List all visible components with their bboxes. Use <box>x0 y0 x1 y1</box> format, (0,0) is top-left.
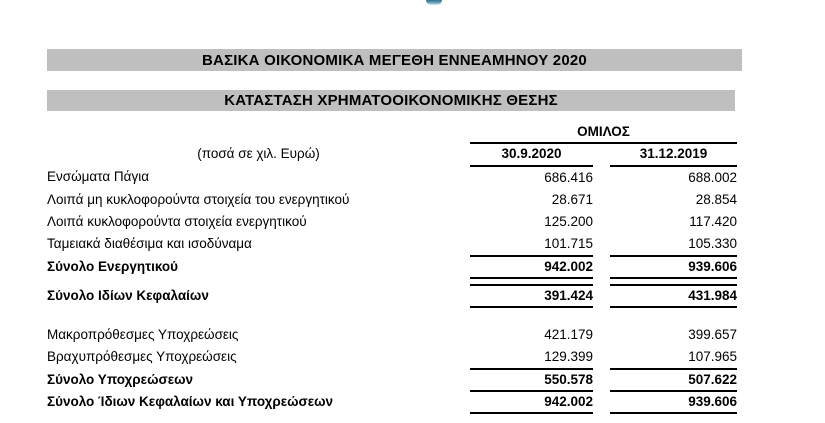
double-rule-spacer <box>47 278 737 285</box>
value-2019: 105.330 <box>610 233 737 256</box>
value-2019: 117.420 <box>689 213 737 229</box>
table-row <box>47 166 737 189</box>
value-2020: 101.715 <box>470 233 593 256</box>
row-label: Ταμειακά διαθέσιμα και ισοδύναμα <box>47 236 252 252</box>
section-gap-row <box>47 307 737 324</box>
value-2019: 939.606 <box>610 256 737 278</box>
row-label: Λοιπά κυκλοφορούντα στοιχεία ενεργητικού <box>47 213 307 229</box>
group-header-row <box>47 122 737 143</box>
value-2020: 550.578 <box>470 369 593 391</box>
gap-cell <box>593 369 610 391</box>
gap-cell <box>593 307 610 324</box>
table-row <box>47 324 737 346</box>
statement-title: ΚΑΤΑΣΤΑΣΗ ΧΡΗΜΑΤΟΟΙΚΟΝΟΜΙΚΗΣ ΘΕΣΗΣ <box>224 92 558 109</box>
financial-position-table <box>47 122 737 414</box>
value-2019: 431.984 <box>610 285 737 307</box>
gap-cell <box>593 324 610 346</box>
value-2020: 421.179 <box>544 326 593 342</box>
row-label: Σύνολο Ιδίων Κεφαλαίων <box>47 287 209 303</box>
row-label: Βραχυπρόθεσμες Υποχρεώσεις <box>47 349 237 365</box>
value-2020: 942.002 <box>470 256 593 278</box>
gap-cell <box>593 278 610 285</box>
table-row <box>47 211 737 233</box>
gap-cell <box>593 285 610 307</box>
logo-fragment-icon <box>426 0 442 5</box>
gap-cell <box>593 256 610 278</box>
report-title: ΒΑΣΙΚΑ ΟΙΚΟΝΟΜΙΚΑ ΜΕΓΕΘΗ ΕΝΝΕΑΜΗΝΟΥ 2020 <box>202 51 587 69</box>
value-2019: 107.965 <box>610 346 737 369</box>
row-label: Λοιπά μη κυκλοφορούντα στοιχεία του ενεργητικού <box>47 191 350 207</box>
total-assets-row <box>47 256 737 278</box>
gap-cell <box>593 166 610 189</box>
value-2020: 125.200 <box>544 213 593 229</box>
value-2020: 686.416 <box>544 169 593 185</box>
row-label: Σύνολο Ενεργητικού <box>47 258 179 274</box>
value-2020: 942.002 <box>470 391 593 413</box>
row-label: Ενσώματα Πάγια <box>47 169 150 185</box>
gap-cell <box>593 189 610 211</box>
spacer-cell <box>470 307 593 324</box>
column-header-row <box>47 143 737 166</box>
total-liabilities-row <box>47 369 737 391</box>
spacer-cell <box>47 307 470 324</box>
value-2020: 28.671 <box>551 191 593 207</box>
gap-cell <box>593 233 610 256</box>
double-rule-2019 <box>610 278 737 285</box>
row-label: Μακροπρόθεσμες Υποχρεώσεις <box>47 326 239 342</box>
value-2020: 391.424 <box>470 285 593 307</box>
gap-cell <box>593 211 610 233</box>
value-2019: 939.606 <box>610 391 737 413</box>
spacer-cell <box>47 278 470 285</box>
column-header-2019: 31.12.2019 <box>610 143 737 166</box>
value-2019: 28.854 <box>695 191 737 207</box>
units-note: (ποσά σε χιλ. Ευρώ) <box>197 146 320 162</box>
table-row <box>47 189 737 211</box>
double-rule-2020 <box>470 278 593 285</box>
spacer-cell <box>47 122 470 143</box>
gap-cell <box>593 346 610 369</box>
group-column-header: ΟΜΙΛΟΣ <box>470 122 737 143</box>
table-row <box>47 346 737 369</box>
spacer-cell <box>610 307 737 324</box>
row-label: Σύνολο Ίδιων Κεφαλαίων και Υποχρεώσεων <box>47 393 334 409</box>
value-2019: 688.002 <box>688 169 737 185</box>
gap-cell <box>593 391 610 413</box>
row-label: Σύνολο Υποχρεώσεων <box>47 371 194 387</box>
statement-title-banner <box>47 90 735 111</box>
value-2020: 129.399 <box>470 346 593 369</box>
table-row <box>47 233 737 256</box>
value-2019: 399.657 <box>688 326 737 342</box>
value-2019: 507.622 <box>610 369 737 391</box>
gap-cell <box>593 143 610 166</box>
total-equity-row <box>47 285 737 307</box>
report-title-banner <box>47 49 742 71</box>
column-header-2020: 30.9.2020 <box>470 143 593 166</box>
total-equity-liabilities-row <box>47 391 737 413</box>
